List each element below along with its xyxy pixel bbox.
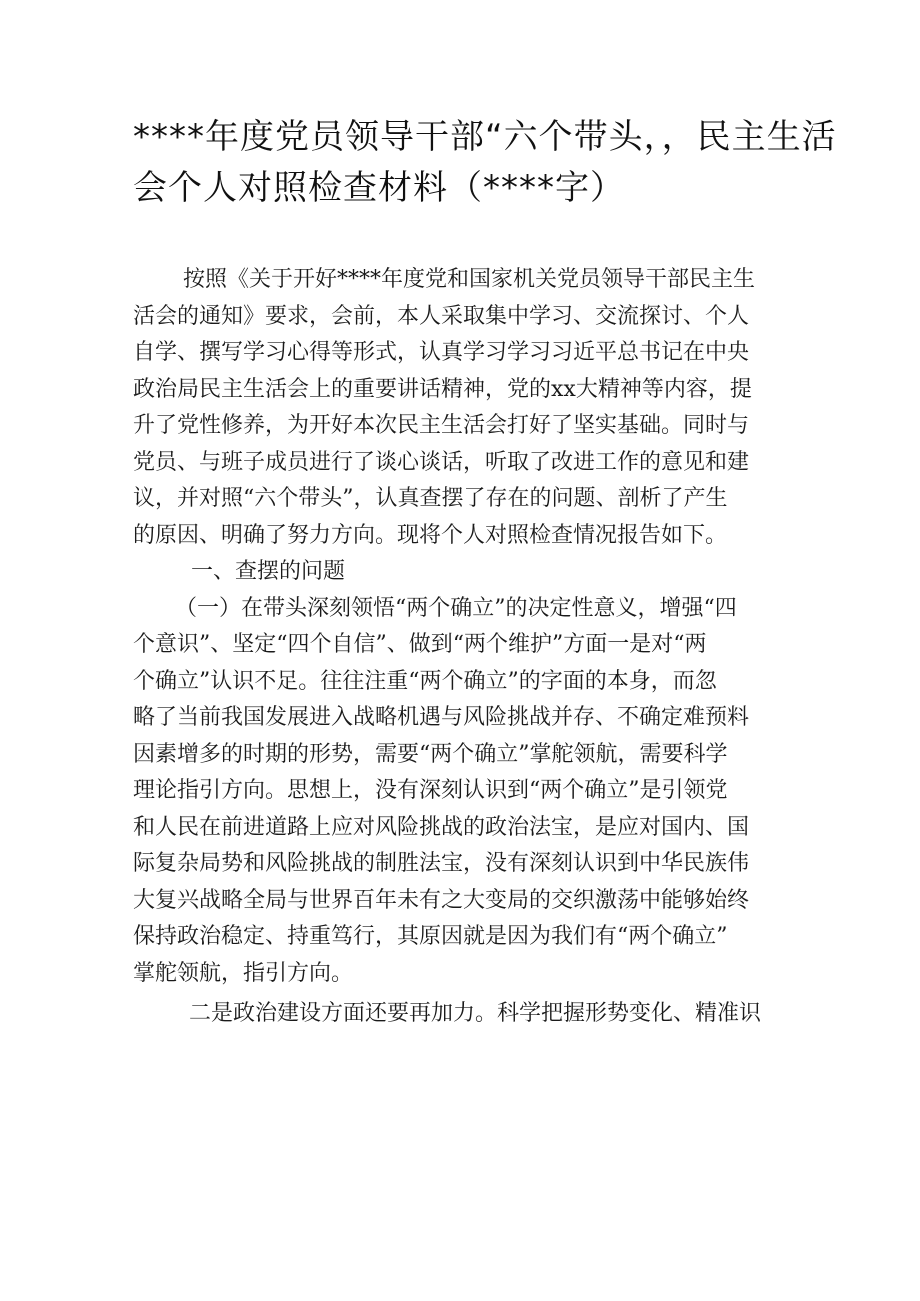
intro-paragraph bbox=[133, 262, 793, 554]
intro-line: 党员、与班子成员进行了谈心谈话，听取了改进工作的意见和建 bbox=[133, 449, 750, 475]
intro-line: 按照《关于开好****年度党和国家机关党员领导干部民主生 bbox=[183, 267, 756, 292]
intro-line: 自学、撰写学习心得等形式，认真学习学习习近平总书记在中央 bbox=[133, 340, 750, 365]
item2-paragraph bbox=[133, 996, 793, 1033]
item1-line: 保持政治稳定、持重笃行，其原因就是因为我们有“两个确立” bbox=[133, 924, 728, 949]
item1-line: （一）在带头深刻领悟“两个确立”的决定性意义，增强“四 bbox=[175, 595, 737, 621]
item1-line: 和人民在前进道路上应对风险挑战的政治法宝，是应对国内、国 bbox=[133, 814, 750, 840]
item1-line: 因素增多的时期的形势，需要“两个确立”掌舵领航，需要科学 bbox=[133, 741, 728, 767]
intro-line: 议，并对照“六个带头”，认真查摆了存在的问题、剖析了产生 bbox=[133, 486, 728, 511]
section-heading-paragraph bbox=[133, 554, 793, 591]
item1-line: 大复兴战略全局与世界百年未有之大变局的交织激荡中能够始终 bbox=[133, 887, 750, 913]
item1-line: 略了当前我国发展进入战略机遇与风险挑战并存、不确定难预料 bbox=[133, 705, 750, 730]
item1-line: 个确立”认识不足。往往注重“两个确立”的字面的本身，而忽 bbox=[133, 668, 717, 694]
title-line-1: ****年度党员领导干部“六个带头，，民主生活 bbox=[133, 117, 837, 157]
document-title bbox=[133, 112, 837, 214]
intro-line: 活会的通知》要求，会前，本人采取集中学习、交流探讨、个人 bbox=[133, 303, 750, 329]
section-heading: 一、查摆的问题 bbox=[191, 559, 346, 584]
item1-line: 际复杂局势和风险挑战的制胜法宝，没有深刻认识到中华民族伟 bbox=[133, 851, 750, 876]
title-line-2: 会个人对照检查材料（****字） bbox=[133, 168, 625, 208]
item1-paragraph bbox=[133, 591, 793, 993]
item1-line: 理论指引方向。思想上，没有深刻认识到“两个确立”是引领党 bbox=[133, 778, 728, 803]
item2-line: 二是政治建设方面还要再加力。科学把握形势变化、精准识 bbox=[189, 1001, 762, 1026]
item1-line: 个意识”、坚定“四个自信”、做到“两个维护”方面一是对“两 bbox=[133, 632, 707, 657]
document-body bbox=[133, 262, 793, 1033]
intro-line: 升了党性修养，为开好本次民主生活会打好了坚实基础。同时与 bbox=[133, 413, 750, 438]
intro-line: 的原因、明确了努力方向。现将个人对照检查情况报告如下。 bbox=[133, 522, 728, 548]
intro-line: 政治局民主生活会上的重要讲话精神，党的xx大精神等内容，提 bbox=[133, 376, 752, 402]
item1-line: 掌舵领航，指引方向。 bbox=[133, 960, 354, 986]
